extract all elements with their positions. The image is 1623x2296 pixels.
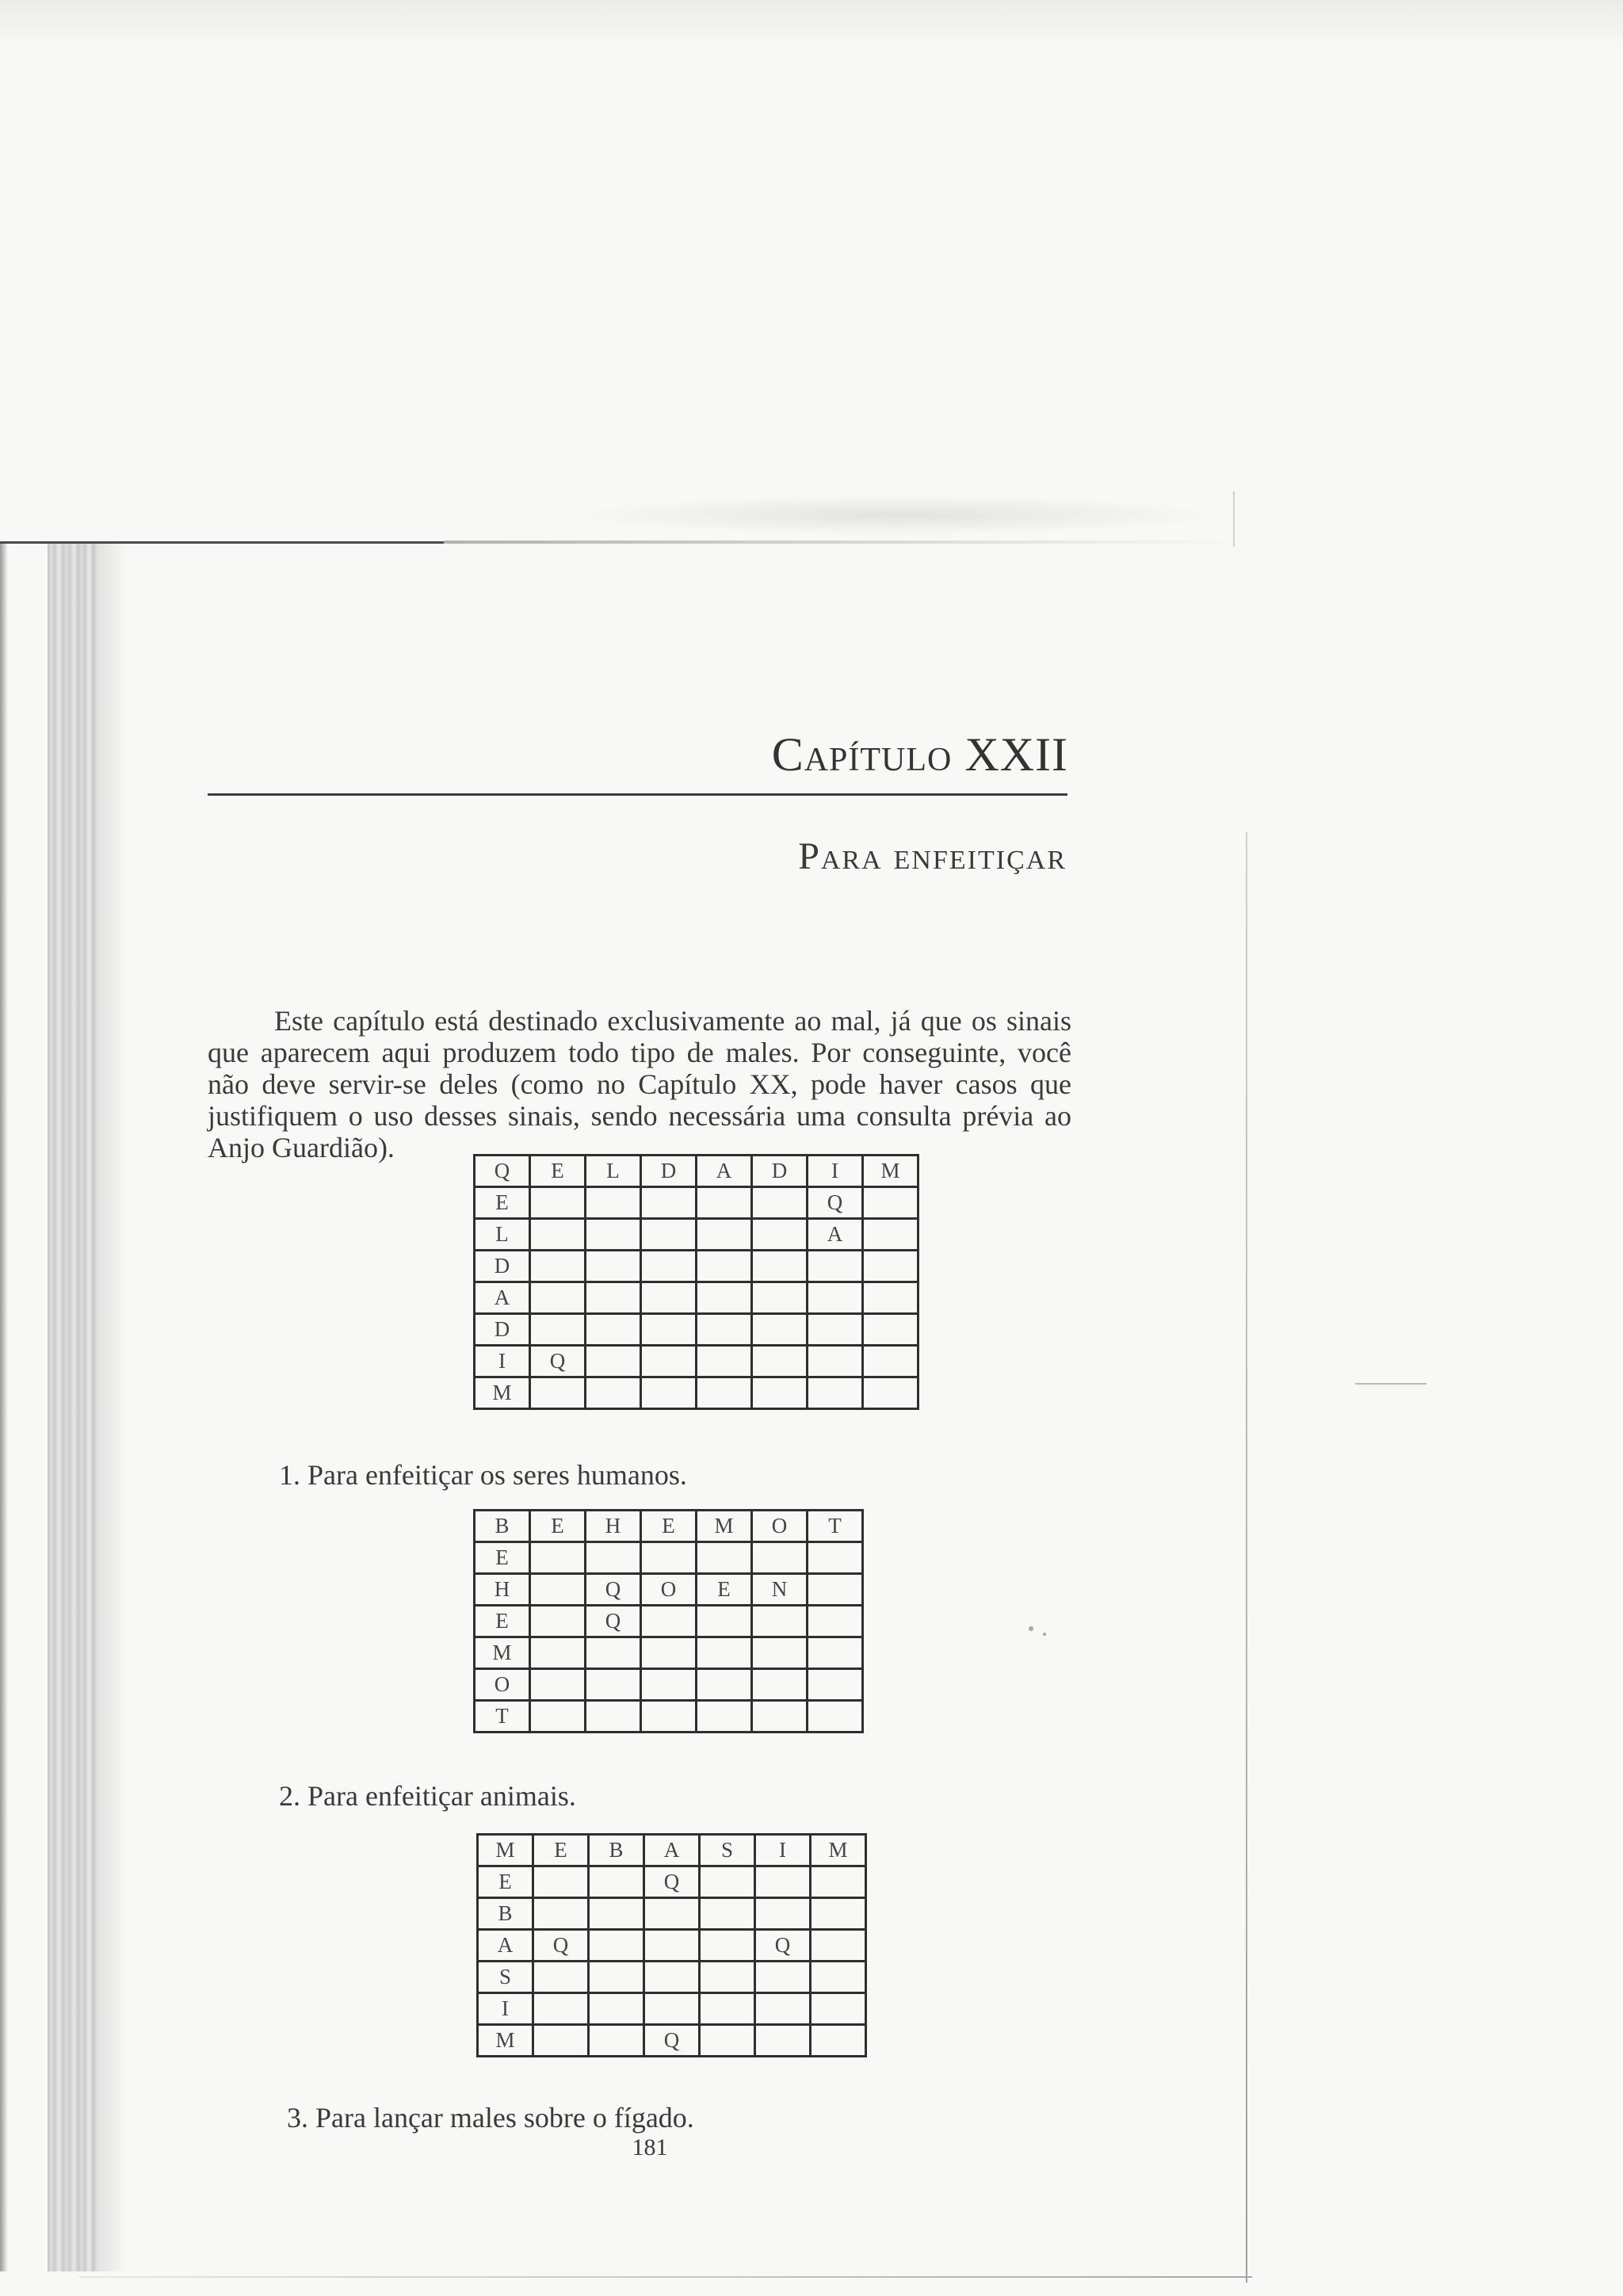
grid-cell bbox=[530, 1251, 586, 1282]
grid-cell bbox=[863, 1377, 918, 1409]
grid-cell bbox=[697, 1669, 752, 1701]
grid-row bbox=[475, 1156, 918, 1187]
grid-cell bbox=[752, 1669, 808, 1701]
grid-cell bbox=[755, 1898, 811, 1930]
grid-cell bbox=[644, 1930, 700, 1962]
grid-cell bbox=[586, 1377, 641, 1409]
grid-cell bbox=[530, 1282, 586, 1314]
grid-cell bbox=[530, 1701, 586, 1733]
grid-cell bbox=[644, 1993, 700, 2025]
title-rule bbox=[208, 793, 1067, 796]
grid-1-caption: 1. Para enfeitiçar os seres humanos. bbox=[279, 1459, 687, 1491]
grid-cell bbox=[641, 1346, 697, 1377]
grid-cell bbox=[644, 1898, 700, 1930]
grid-cell bbox=[863, 1346, 918, 1377]
grid-cell bbox=[586, 1314, 641, 1346]
grid-cell bbox=[697, 1251, 752, 1282]
grid-cell: Q bbox=[475, 1156, 530, 1187]
grid-cell bbox=[700, 1930, 755, 1962]
grid-row bbox=[478, 1835, 866, 1866]
grid-row bbox=[478, 1993, 866, 2025]
grid-row bbox=[478, 1962, 866, 1993]
page-right-edge bbox=[1246, 832, 1247, 2283]
grid-cell bbox=[530, 1669, 586, 1701]
grid-cell bbox=[755, 2025, 811, 2057]
grid-row bbox=[475, 1219, 918, 1251]
grid-cell: E bbox=[478, 1866, 533, 1898]
grid-cell: A bbox=[475, 1282, 530, 1314]
grid-cell bbox=[533, 2025, 589, 2057]
grid-cell: E bbox=[697, 1574, 752, 1606]
grid-cell bbox=[808, 1314, 863, 1346]
grid-cell: M bbox=[475, 1377, 530, 1409]
grid-cell: M bbox=[697, 1511, 752, 1542]
grid-cell: A bbox=[644, 1835, 700, 1866]
grid-cell bbox=[530, 1377, 586, 1409]
grid-cell: D bbox=[475, 1251, 530, 1282]
grid-cell: O bbox=[475, 1669, 530, 1701]
grid-cell: Q bbox=[755, 1930, 811, 1962]
grid-cell bbox=[811, 2025, 866, 2057]
grid-cell bbox=[700, 1962, 755, 1993]
grid-cell: Q bbox=[533, 1930, 589, 1962]
grid-cell: M bbox=[863, 1156, 918, 1187]
grid-cell bbox=[641, 1669, 697, 1701]
grid-cell: Q bbox=[586, 1574, 641, 1606]
grid-cell bbox=[530, 1314, 586, 1346]
grid-cell: Q bbox=[530, 1346, 586, 1377]
grid-cell: E bbox=[475, 1187, 530, 1219]
grid-cell bbox=[808, 1637, 863, 1669]
grid-cell bbox=[752, 1542, 808, 1574]
page-bottom-edge bbox=[79, 2276, 1252, 2278]
grid-cell bbox=[530, 1219, 586, 1251]
grid-cell: B bbox=[478, 1898, 533, 1930]
grid-2-caption: 2. Para enfeitiçar animais. bbox=[279, 1780, 576, 1812]
grid-cell bbox=[863, 1314, 918, 1346]
grid-cell bbox=[697, 1606, 752, 1637]
grid-cell bbox=[697, 1637, 752, 1669]
grid-cell bbox=[641, 1377, 697, 1409]
magic-square-1 bbox=[473, 1154, 919, 1410]
grid-cell bbox=[697, 1282, 752, 1314]
grid-3-caption: 3. Para lançar males sobre o fígado. bbox=[287, 2102, 694, 2134]
grid-cell bbox=[641, 1219, 697, 1251]
grid-cell: L bbox=[586, 1156, 641, 1187]
grid-cell: Q bbox=[644, 2025, 700, 2057]
grid-row bbox=[475, 1637, 863, 1669]
grid-row bbox=[475, 1701, 863, 1733]
grid-cell bbox=[755, 1866, 811, 1898]
magic-square-2 bbox=[473, 1509, 864, 1733]
grid-row bbox=[475, 1511, 863, 1542]
grid-row bbox=[478, 2025, 866, 2057]
grid-cell bbox=[811, 1930, 866, 1962]
grid-cell bbox=[808, 1701, 863, 1733]
grid-cell bbox=[752, 1314, 808, 1346]
grid-cell bbox=[811, 1993, 866, 2025]
grid-cell: E bbox=[475, 1542, 530, 1574]
page-number: 181 bbox=[632, 2134, 668, 2160]
grid-row bbox=[475, 1282, 918, 1314]
grid-cell bbox=[808, 1251, 863, 1282]
grid-cell bbox=[811, 1962, 866, 1993]
intro-paragraph: Este capítulo está destinado exclusivamente ao mal, já que os sinais que aparecem aqui produzem todo tipo de males. Por conseguinte, você não deve servir-se deles (como no Capítulo XX, pode haver casos que justifiquem o uso desses sinais, sendo necessária uma consulta prévia ao Anjo Guardião). bbox=[208, 1005, 1071, 1163]
grid-cell: E bbox=[530, 1511, 586, 1542]
grid-cell: E bbox=[641, 1511, 697, 1542]
scan-speck bbox=[1355, 1383, 1426, 1385]
grid-cell: E bbox=[475, 1606, 530, 1637]
grid-cell: A bbox=[478, 1930, 533, 1962]
grid-row bbox=[475, 1346, 918, 1377]
grid-cell bbox=[697, 1377, 752, 1409]
grid-cell: M bbox=[478, 2025, 533, 2057]
grid-cell bbox=[808, 1606, 863, 1637]
grid-cell: E bbox=[533, 1835, 589, 1866]
grid-cell bbox=[586, 1219, 641, 1251]
grid-row bbox=[475, 1314, 918, 1346]
grid-cell bbox=[533, 1993, 589, 2025]
grid-cell: D bbox=[475, 1314, 530, 1346]
grid-cell bbox=[863, 1219, 918, 1251]
grid-cell bbox=[533, 1866, 589, 1898]
page-top-edge-fade bbox=[444, 541, 1236, 544]
grid-cell: M bbox=[475, 1637, 530, 1669]
grid-cell: D bbox=[752, 1156, 808, 1187]
grid-cell: S bbox=[478, 1962, 533, 1993]
grid-cell bbox=[586, 1251, 641, 1282]
grid-cell bbox=[641, 1701, 697, 1733]
book-spine bbox=[48, 544, 97, 2271]
grid-cell: H bbox=[475, 1574, 530, 1606]
grid-cell: I bbox=[808, 1156, 863, 1187]
grid-cell bbox=[641, 1637, 697, 1669]
grid-cell bbox=[755, 1962, 811, 1993]
grid-cell bbox=[700, 1898, 755, 1930]
grid-cell bbox=[697, 1219, 752, 1251]
grid-row bbox=[475, 1187, 918, 1219]
grid-cell bbox=[641, 1282, 697, 1314]
grid-cell bbox=[530, 1542, 586, 1574]
grid-cell bbox=[586, 1637, 641, 1669]
grid-row bbox=[475, 1542, 863, 1574]
grid-cell: N bbox=[752, 1574, 808, 1606]
grid-cell bbox=[533, 1898, 589, 1930]
grid-cell: S bbox=[700, 1835, 755, 1866]
grid-cell bbox=[808, 1377, 863, 1409]
grid-cell bbox=[586, 1187, 641, 1219]
grid-cell bbox=[644, 1962, 700, 1993]
grid-cell bbox=[530, 1187, 586, 1219]
grid-cell: M bbox=[811, 1835, 866, 1866]
grid-cell: L bbox=[475, 1219, 530, 1251]
grid-cell bbox=[530, 1574, 586, 1606]
grid-cell bbox=[811, 1866, 866, 1898]
grid-cell bbox=[589, 1962, 644, 1993]
grid-cell bbox=[589, 1993, 644, 2025]
grid-row bbox=[478, 1930, 866, 1962]
grid-cell: O bbox=[752, 1511, 808, 1542]
scan-left-shadow bbox=[0, 544, 8, 2271]
grid-cell: I bbox=[478, 1993, 533, 2025]
grid-cell bbox=[586, 1542, 641, 1574]
grid-row bbox=[475, 1669, 863, 1701]
grid-cell: O bbox=[641, 1574, 697, 1606]
grid-cell bbox=[589, 2025, 644, 2057]
grid-cell bbox=[533, 1962, 589, 1993]
grid-cell bbox=[697, 1542, 752, 1574]
grid-cell bbox=[752, 1251, 808, 1282]
magic-square-3 bbox=[476, 1833, 867, 2057]
grid-cell bbox=[752, 1346, 808, 1377]
grid-cell bbox=[755, 1993, 811, 2025]
grid-cell bbox=[752, 1637, 808, 1669]
grid-cell: I bbox=[475, 1346, 530, 1377]
grid-cell bbox=[752, 1187, 808, 1219]
grid-cell bbox=[808, 1574, 863, 1606]
grid-cell bbox=[641, 1606, 697, 1637]
grid-cell bbox=[752, 1219, 808, 1251]
scan-speck bbox=[1043, 1633, 1046, 1636]
grid-cell bbox=[586, 1282, 641, 1314]
grid-cell bbox=[641, 1187, 697, 1219]
chapter-title: Capítulo XXII bbox=[771, 728, 1068, 781]
grid-row bbox=[475, 1606, 863, 1637]
grid-cell bbox=[589, 1866, 644, 1898]
grid-row bbox=[475, 1251, 918, 1282]
grid-cell bbox=[752, 1377, 808, 1409]
grid-row bbox=[478, 1866, 866, 1898]
grid-cell: H bbox=[586, 1511, 641, 1542]
grid-cell bbox=[700, 2025, 755, 2057]
book-spine-shadow bbox=[97, 544, 128, 2271]
grid-cell: D bbox=[641, 1156, 697, 1187]
grid-cell bbox=[752, 1701, 808, 1733]
grid-row bbox=[475, 1377, 918, 1409]
grid-cell bbox=[589, 1930, 644, 1962]
page-right-edge-top bbox=[1233, 491, 1235, 547]
grid-cell: Q bbox=[808, 1187, 863, 1219]
grid-cell bbox=[863, 1187, 918, 1219]
grid-cell bbox=[641, 1542, 697, 1574]
section-title: Para enfeitiçar bbox=[798, 835, 1067, 877]
grid-cell: A bbox=[808, 1219, 863, 1251]
grid-cell bbox=[808, 1282, 863, 1314]
grid-cell bbox=[811, 1898, 866, 1930]
grid-cell: T bbox=[808, 1511, 863, 1542]
grid-cell: T bbox=[475, 1701, 530, 1733]
grid-cell bbox=[530, 1637, 586, 1669]
grid-cell bbox=[586, 1669, 641, 1701]
grid-cell: B bbox=[475, 1511, 530, 1542]
grid-cell bbox=[697, 1346, 752, 1377]
grid-cell bbox=[697, 1701, 752, 1733]
grid-cell bbox=[586, 1701, 641, 1733]
grid-cell bbox=[589, 1898, 644, 1930]
grid-cell bbox=[863, 1282, 918, 1314]
grid-cell bbox=[863, 1251, 918, 1282]
scan-top-shadow bbox=[0, 0, 1623, 48]
grid-cell bbox=[808, 1346, 863, 1377]
grid-cell bbox=[752, 1282, 808, 1314]
grid-cell: Q bbox=[644, 1866, 700, 1898]
scan-speck bbox=[1029, 1626, 1033, 1631]
grid-cell bbox=[586, 1346, 641, 1377]
grid-cell: I bbox=[755, 1835, 811, 1866]
grid-cell bbox=[641, 1314, 697, 1346]
grid-cell bbox=[700, 1993, 755, 2025]
grid-row bbox=[478, 1898, 866, 1930]
grid-cell: Q bbox=[586, 1606, 641, 1637]
grid-cell bbox=[697, 1314, 752, 1346]
scan-smudge bbox=[571, 495, 1220, 535]
grid-cell: E bbox=[530, 1156, 586, 1187]
grid-cell bbox=[697, 1187, 752, 1219]
grid-cell: A bbox=[697, 1156, 752, 1187]
grid-cell bbox=[700, 1866, 755, 1898]
grid-row bbox=[475, 1574, 863, 1606]
grid-cell: M bbox=[478, 1835, 533, 1866]
grid-cell bbox=[641, 1251, 697, 1282]
grid-cell: B bbox=[589, 1835, 644, 1866]
grid-cell bbox=[808, 1669, 863, 1701]
grid-cell bbox=[808, 1542, 863, 1574]
grid-cell bbox=[530, 1606, 586, 1637]
grid-cell bbox=[752, 1606, 808, 1637]
